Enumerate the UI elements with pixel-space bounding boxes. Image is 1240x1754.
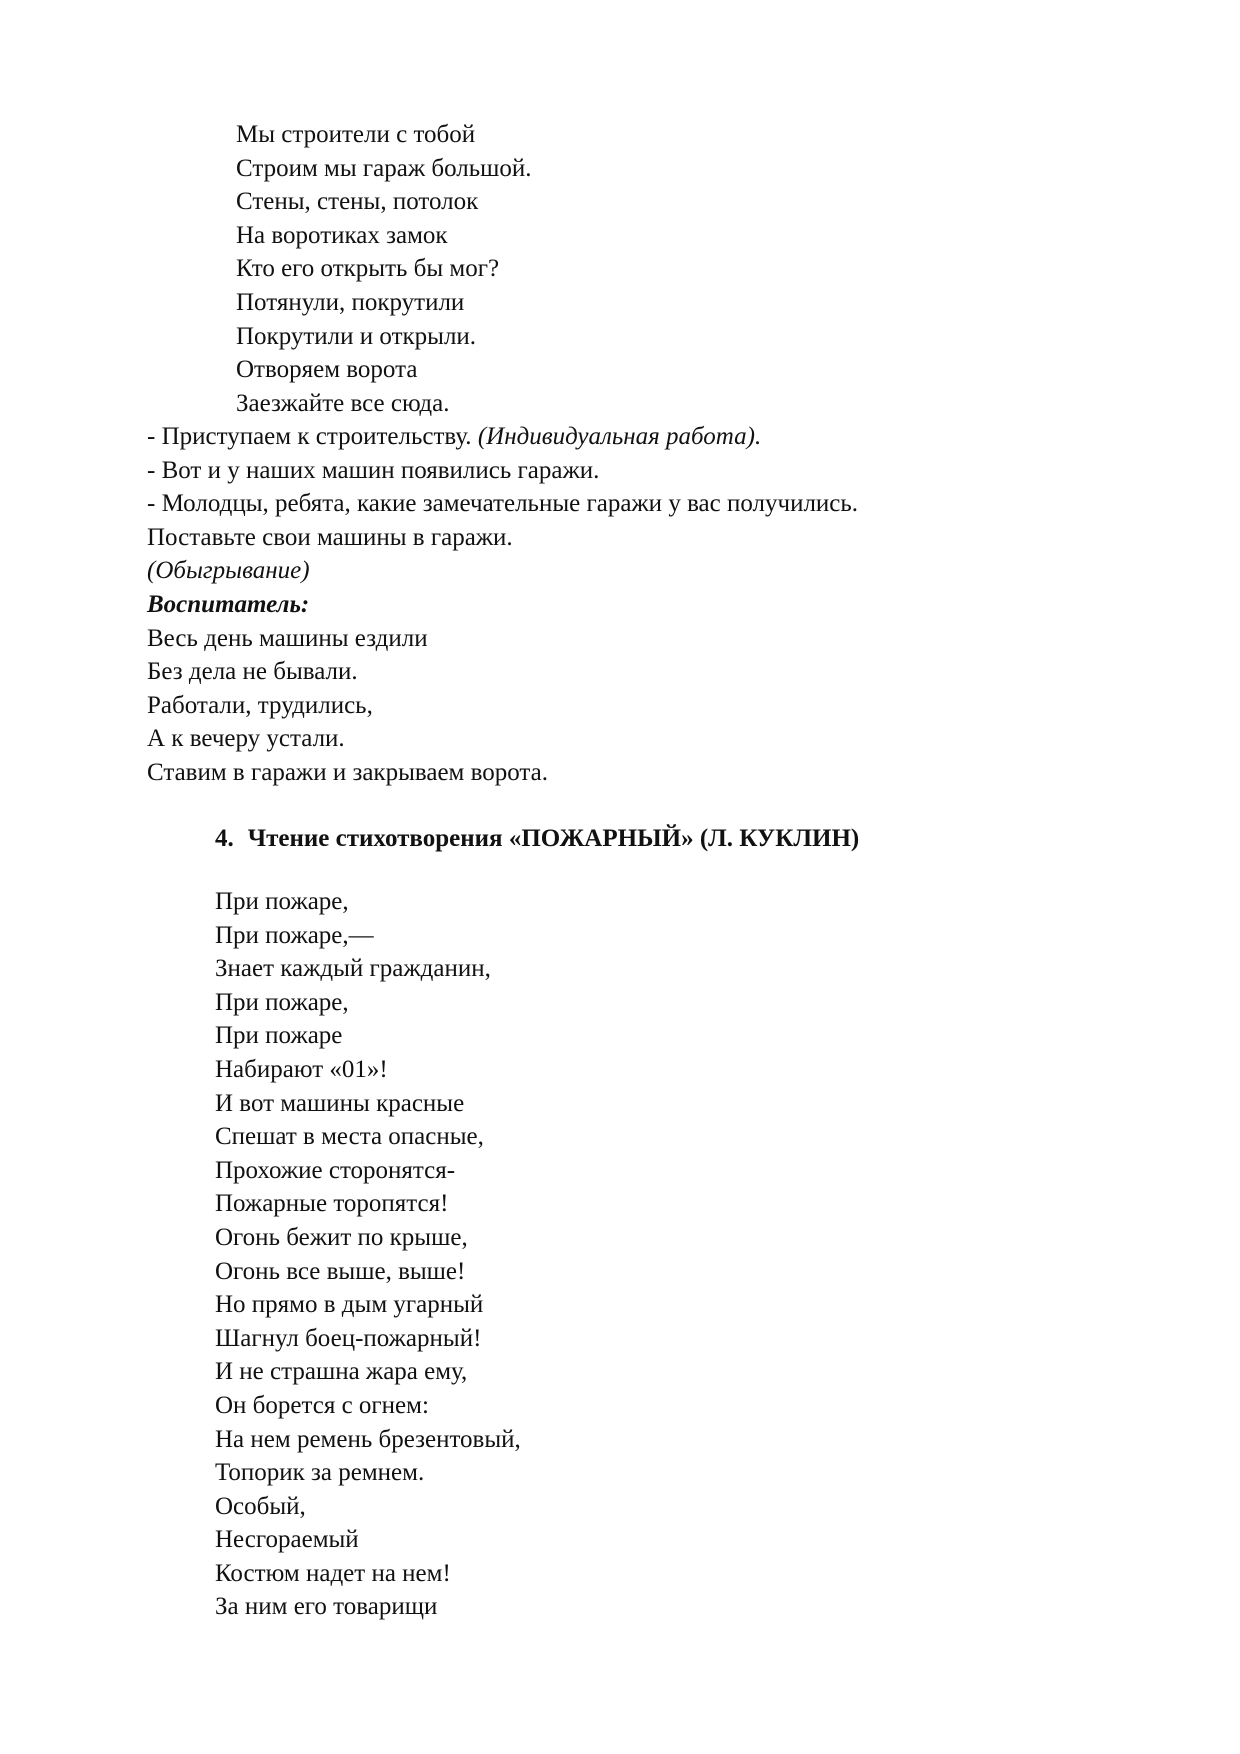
dialog-line: - Вот и у наших машин появились гаражи. (147, 456, 600, 484)
builders-rhyme (0, 118, 1240, 420)
verse-line: Ставим в гаражи и закрываем ворота. (147, 758, 548, 786)
poem-line: Заезжайте все сюда. (236, 389, 450, 417)
poem-line: Стены, стены, потолок (236, 188, 479, 216)
firefighter-poem (0, 885, 1240, 1624)
verse-line: А к вечеру устали. (147, 725, 345, 753)
poem-line: Топорик за ремнем. (215, 1459, 425, 1487)
play-note: (Обыгрывание) (147, 557, 310, 585)
speaker-label: Воспитатель: (147, 590, 310, 618)
poem-line: Мы строители с тобой (236, 121, 476, 148)
poem-line: Несгораемый (215, 1526, 359, 1554)
poem-line: И не страшна жара ему, (215, 1358, 468, 1386)
section-heading (215, 822, 859, 856)
poem-line: За ним его товарищи (215, 1593, 438, 1621)
poem-line: Шагнул боец-пожарный! (215, 1324, 482, 1352)
section-number: 4. (215, 825, 234, 852)
poem-line: При пожаре, (215, 888, 349, 915)
poem-line: Но прямо в дым угарный (215, 1291, 484, 1319)
poem-line: Покрутили и открыли. (236, 322, 477, 350)
poem-line: При пожаре,— (215, 921, 374, 949)
poem-line: Кто его открыть бы мог? (236, 255, 500, 283)
poem-line: Прохожие сторонятся- (215, 1156, 456, 1184)
poem-line: Огонь бежит по крыше, (215, 1223, 468, 1251)
poem-line: Особый, (215, 1492, 306, 1520)
poem-line: Костюм надет на нем! (215, 1559, 451, 1587)
section-title: Чтение стихотворения «ПОЖАРНЫЙ» (Л. КУКЛИН) (247, 825, 860, 852)
poem-line: Пожарные торопятся! (215, 1190, 449, 1218)
poem-line: Знает каждый гражданин, (215, 955, 491, 983)
poem-line: Он борется с огнем: (215, 1391, 429, 1419)
poem-line: Спешат в места опасные, (215, 1123, 484, 1151)
dialog-line: Поставьте свои машины в гаражи. (147, 523, 513, 551)
poem-line: И вот машины красные (215, 1089, 465, 1117)
poem-line: Огонь все выше, выше! (215, 1257, 466, 1285)
verse-line: Работали, трудились, (147, 691, 373, 719)
activity-note: (Индивидуальная работа) (477, 423, 755, 450)
dialog-line: - Молодцы, ребята, какие замечательные гаражи у вас получились. (147, 490, 859, 518)
dialog-text: - Приступаем к строительству. (147, 423, 478, 450)
poem-line: Набирают «01»! (215, 1055, 388, 1083)
poem-line: Строим мы гараж большой. (236, 154, 532, 182)
poem-line: Потянули, покрутили (236, 288, 465, 316)
verse-line: Без дела не бывали. (147, 658, 358, 686)
activity-note-end: . (755, 423, 762, 450)
poem-line: При пожаре, (215, 988, 349, 1016)
poem-line: На нем ремень брезентовый, (215, 1425, 521, 1453)
dialog-line (0, 420, 1240, 454)
poem-line: На воротиках замок (236, 221, 448, 249)
lesson-dialog (0, 420, 1240, 790)
verse-line: Весь день машины ездили (147, 624, 428, 652)
poem-line: Отворяем ворота (236, 356, 418, 384)
poem-line: При пожаре (215, 1022, 343, 1050)
